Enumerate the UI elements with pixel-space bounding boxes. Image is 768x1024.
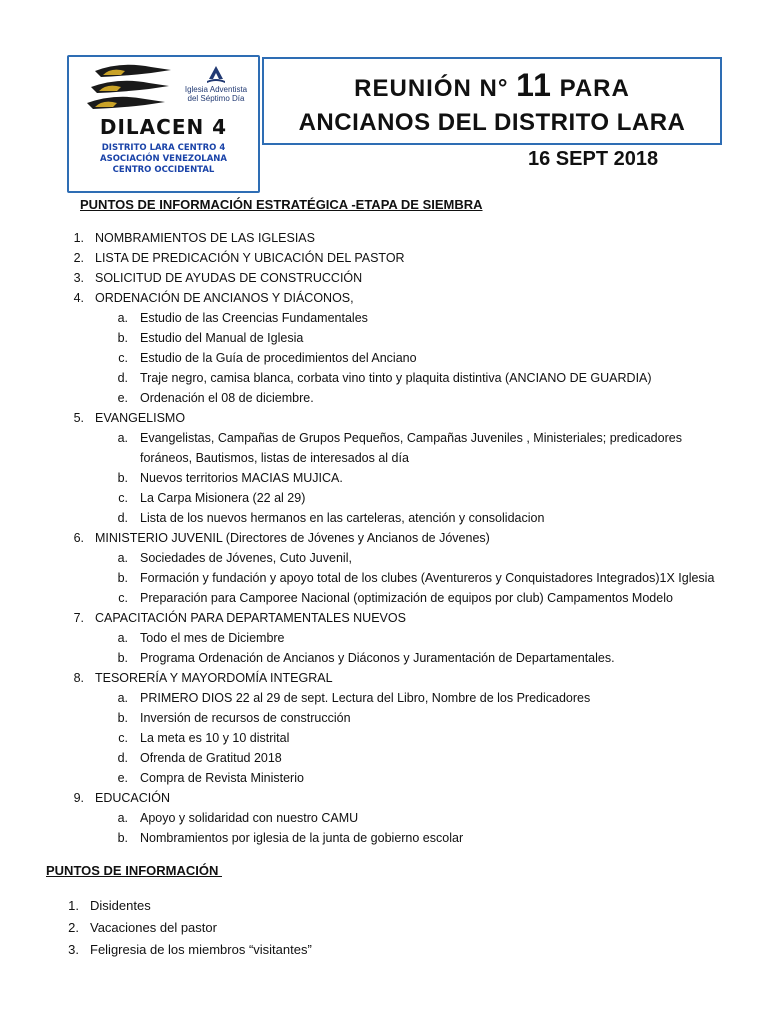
sub-item-text: Evangelistas, Campañas de Grupos Pequeños, Campañas Juveniles , Ministeriales; predicadores <box>140 431 682 445</box>
logo-name: DILACEN 4 <box>99 115 228 139</box>
sub-item-marker: a. <box>117 551 128 565</box>
sub-item-marker: d. <box>117 511 128 525</box>
sub-item-marker: b. <box>117 831 128 845</box>
title-part-2: PARA <box>559 75 630 102</box>
list-item-text: EVANGELISMO <box>95 411 186 425</box>
list-item-text: SOLICITUD DE AYUDAS DE CONSTRUCCIÓN <box>95 271 363 285</box>
sub-item-marker: e. <box>117 771 128 785</box>
sub-item-marker: c. <box>118 731 128 745</box>
three-angels-icon <box>81 61 181 117</box>
sub-item-marker: b. <box>117 711 128 725</box>
info-item-marker: 2. <box>68 920 79 935</box>
logo-subtitle-line: DISTRITO LARA CENTRO 4 <box>101 143 226 153</box>
sub-item-text: Preparación para Camporee Nacional (optimización de equipos por club) Campamentos Modelo <box>140 591 673 605</box>
section-heading-strategic: PUNTOS DE INFORMACIÓN ESTRATÉGICA -ETAPA DE SIEMBRA <box>80 197 483 212</box>
sub-item-marker: a. <box>117 811 128 825</box>
church-name-line2: del Séptimo Día <box>187 94 245 103</box>
sub-item-text: PRIMERO DIOS 22 al 29 de sept. Lectura del Libro, Nombre de los Predicadores <box>140 691 591 705</box>
sub-item-marker: c. <box>118 591 128 605</box>
sub-item-text: Programa Ordenación de Ancianos y Diáconos y Juramentación de Departamentales. <box>140 651 615 665</box>
logo-subtitle-line: CENTRO OCCIDENTAL <box>112 165 215 175</box>
list-item-marker: 7. <box>73 611 84 625</box>
sub-item-marker: e. <box>117 391 128 405</box>
sub-item-text: Nuevos territorios MACIAS MUJICA. <box>140 471 343 485</box>
sub-item-text: La meta es 10 y 10 distrital <box>140 731 290 745</box>
list-item-marker: 5. <box>73 411 84 425</box>
sub-item-text: Compra de Revista Ministerio <box>140 771 304 785</box>
document-title <box>262 57 722 145</box>
church-name-line1: Iglesia Adventista <box>184 85 248 94</box>
sub-item-marker: d. <box>117 371 128 385</box>
title-line-1 <box>264 67 720 107</box>
section-heading-info: PUNTOS DE INFORMACIÓN <box>46 863 222 878</box>
list-item-marker: 1. <box>73 231 84 245</box>
info-item-text: Vacaciones del pastor <box>90 920 217 935</box>
info-item-text: Feligresia de los miembros “visitantes” <box>90 942 312 957</box>
list-item-text: LISTA DE PREDICACIÓN Y UBICACIÓN DEL PASTOR <box>95 251 405 265</box>
title-part-1: REUNIÓN N° <box>354 75 509 102</box>
list-item-text: CAPACITACIÓN PARA DEPARTAMENTALES NUEVOS <box>95 611 406 625</box>
sub-item-continuation: foráneos, Bautismos, listas de interesados al día <box>140 451 409 465</box>
info-item-text: Disidentes <box>90 898 151 913</box>
sub-item-marker: a. <box>117 691 128 705</box>
sub-item-text: Todo el mes de Diciembre <box>140 631 285 645</box>
sub-item-text: Apoyo y solidaridad con nuestro CAMU <box>140 811 359 825</box>
sub-item-text: Inversión de recursos de construcción <box>140 711 351 725</box>
list-item-marker: 9. <box>73 791 84 805</box>
list-item-marker: 6. <box>73 531 84 545</box>
sub-item-text: Lista de los nuevos hermanos en las carteleras, atención y consolidacion <box>140 511 545 525</box>
list-item-marker: 4. <box>73 291 84 305</box>
church-brand <box>175 65 257 103</box>
list-item-marker: 2. <box>73 251 84 265</box>
info-item-marker: 3. <box>68 942 79 957</box>
logo-subtitle-line: ASOCIACIÓN VENEZOLANA <box>100 154 227 164</box>
sub-item-text: Ordenación el 08 de diciembre. <box>140 391 314 405</box>
sub-item-text: Nombramientos por iglesia de la junta de gobierno escolar <box>140 831 464 845</box>
sub-item-marker: b. <box>117 471 128 485</box>
sub-item-text: Estudio del Manual de Iglesia <box>140 331 304 345</box>
meeting-number: 11 <box>516 67 552 103</box>
list-item-text: EDUCACIÓN <box>95 791 171 805</box>
sub-item-marker: a. <box>117 311 128 325</box>
sub-item-marker: b. <box>117 331 128 345</box>
list-item-text: ORDENACIÓN DE ANCIANOS Y DIÁCONOS, <box>95 291 354 305</box>
logo-subtitle <box>69 143 258 176</box>
sub-item-marker: a. <box>117 631 128 645</box>
sub-item-text: Estudio de las Creencias Fundamentales <box>140 311 368 325</box>
sub-item-text: Ofrenda de Gratitud 2018 <box>140 751 282 765</box>
title-line-2: ANCIANOS DEL DISTRITO LARA <box>298 109 686 136</box>
list-item-text: NOMBRAMIENTOS DE LAS IGLESIAS <box>95 231 315 245</box>
list-item-text: TESORERÍA Y MAYORDOMÍA INTEGRAL <box>95 671 333 685</box>
sub-item-marker: a. <box>117 431 128 445</box>
sub-item-text: Sociedades de Jóvenes, Cuto Juvenil, <box>140 551 352 565</box>
list-item-text: MINISTERIO JUVENIL (Directores de Jóvenes y Ancianos de Jóvenes) <box>95 531 490 545</box>
info-item-marker: 1. <box>68 898 79 913</box>
sub-item-marker: d. <box>117 751 128 765</box>
sub-item-marker: c. <box>118 491 128 505</box>
sub-item-text: La Carpa Misionera (22 al 29) <box>140 491 306 505</box>
sub-item-text: Formación y fundación y apoyo total de los clubes (Aventureros y Conquistadores Integrados)1X Iglesia <box>140 571 715 585</box>
sub-item-text: Traje negro, camisa blanca, corbata vino tinto y plaquita distintiva (ANCIANO DE GUARDIA) <box>140 371 652 385</box>
sub-item-marker: c. <box>118 351 128 365</box>
meeting-date: 16 SEPT 2018 <box>528 148 659 170</box>
sub-item-marker: b. <box>117 651 128 665</box>
list-item-marker: 8. <box>73 671 84 685</box>
sub-item-marker: b. <box>117 571 128 585</box>
district-logo <box>67 55 260 193</box>
list-item-marker: 3. <box>73 271 84 285</box>
sub-item-text: Estudio de la Guía de procedimientos del Anciano <box>140 351 417 365</box>
adventist-church-icon <box>205 65 227 85</box>
